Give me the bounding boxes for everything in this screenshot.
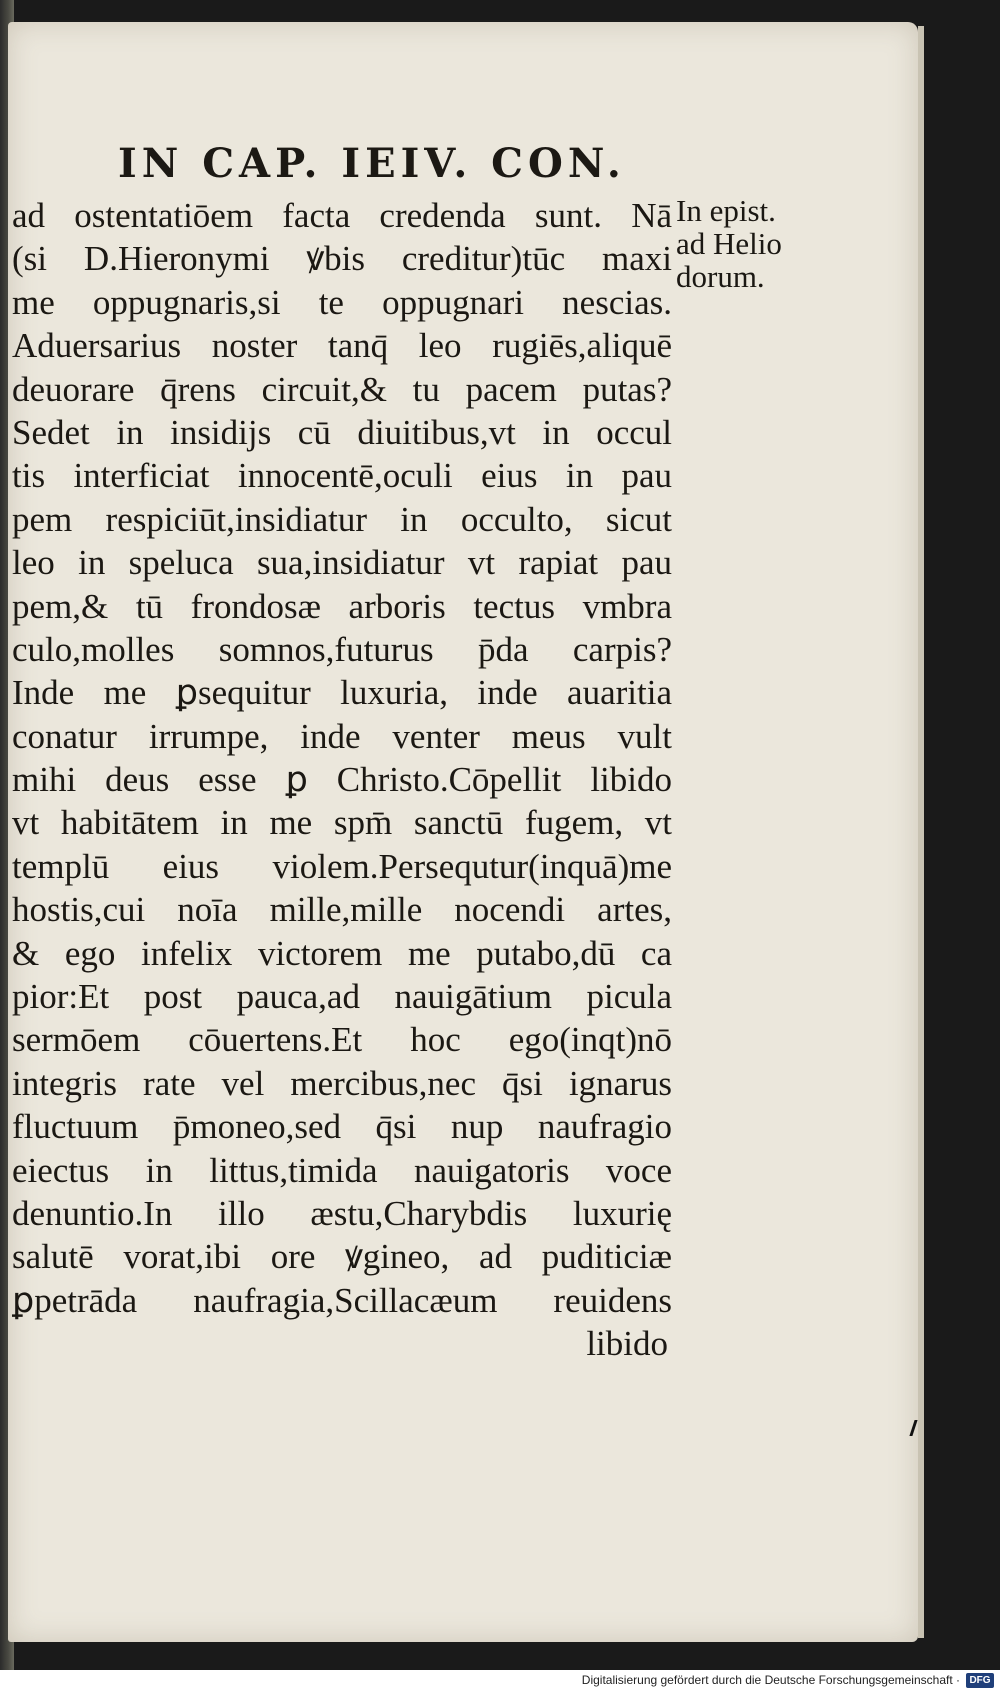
text-line: hostis,cui noīa mille,mille nocendi artes, bbox=[12, 890, 672, 930]
text-line: me oppugnaris,si te oppugnari nescias. bbox=[12, 282, 672, 322]
running-header: IN CAP. IEIV. CON. bbox=[118, 140, 626, 187]
text-line: vt habitātem in me spm̄ sanctū fugem, vt bbox=[12, 803, 672, 843]
text-line: mihi deus esse ꝑ Christo.Cōpellit libido bbox=[12, 760, 672, 800]
text-line: sermōem cōuertens.Et hoc ego(inqt)nō bbox=[12, 1020, 672, 1060]
text-line: Aduersarius noster tanq̄ leo rugiēs,aliquē bbox=[12, 326, 672, 366]
text-line: ad ostentatiōem facta credenda sunt. Nā bbox=[12, 196, 672, 235]
text-line: pem,& tū frondosæ arboris tectus vmbra bbox=[12, 586, 672, 626]
main-text-block bbox=[12, 194, 672, 1366]
text-line: (si D.Hieronymi ꝟbis creditur)tūc maxi bbox=[12, 239, 672, 279]
text-line: ꝑpetrāda naufragia,Scillacæum reuidens bbox=[12, 1280, 672, 1320]
text-line: integris rate vel mercibus,nec q̄si ignarus bbox=[12, 1063, 672, 1103]
dfg-logo-icon: DFG bbox=[966, 1673, 994, 1688]
catchword: libido bbox=[586, 1324, 668, 1364]
text-line: leo in speluca sua,insidiatur vt rapiat pau bbox=[12, 543, 672, 583]
margin-note-line: ad Helio bbox=[676, 226, 782, 261]
text-line: fluctuum p̄moneo,sed q̄si nup naufragio bbox=[12, 1107, 672, 1147]
footer-credit: Digitalisierung gefördert durch die Deutsche Forschungsgemeinschaft · bbox=[581, 1673, 960, 1687]
text-line: tis interficiat innocentē,oculi eius in pau bbox=[12, 456, 672, 496]
marginal-note bbox=[676, 194, 826, 293]
text-line: Inde me ꝑsequitur luxuria, inde auaritia bbox=[12, 673, 672, 713]
text-line: pem respiciūt,insidiatur in occulto, sicut bbox=[12, 499, 672, 539]
margin-note-line: In epist. bbox=[676, 193, 776, 228]
text-line: templū eius violem.Persequtur(inquā)me bbox=[12, 846, 672, 886]
footer-bar bbox=[0, 1670, 1000, 1694]
text-line: denuntio.In illo æstu,Charybdis luxurię bbox=[12, 1193, 672, 1233]
margin-note-line: dorum. bbox=[676, 259, 765, 294]
text-line: deuorare q̄rens circuit,& tu pacem putas? bbox=[12, 369, 672, 409]
text-line: eiectus in littus,timida nauigatoris voce bbox=[12, 1150, 672, 1190]
page-edge bbox=[918, 26, 924, 1638]
text-line: & ego infelix victorem me putabo,dū ca bbox=[12, 933, 672, 973]
text-line: culo,molles somnos,futurus p̄da carpis? bbox=[12, 629, 672, 669]
text-line: conatur irrumpe, inde venter meus vult bbox=[12, 716, 672, 756]
text-line: salutē vorat,ibi ore ꝟgineo, ad puditiciæ bbox=[12, 1237, 672, 1277]
text-line: Sedet in insidijs cū diuitibus,vt in occul bbox=[12, 412, 672, 452]
text-line: pior:Et post pauca,ad nauigātium picula bbox=[12, 977, 672, 1017]
